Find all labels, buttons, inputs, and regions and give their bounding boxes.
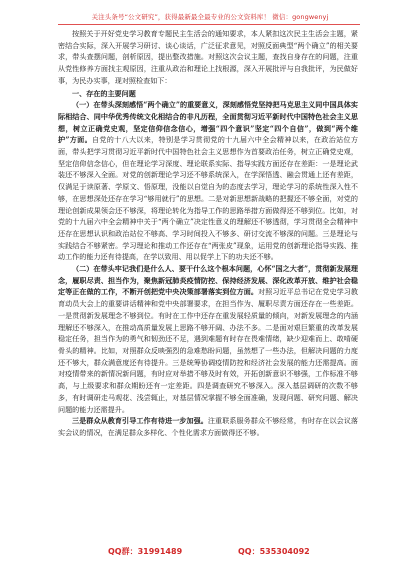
qq-number: QQ：535304092 bbox=[238, 547, 310, 556]
paragraph-heading: 三是群众从教育引导工作有待进一步加强。 bbox=[72, 416, 208, 426]
document-footer bbox=[0, 546, 408, 560]
section-title: 一、存在的主要问题 bbox=[72, 88, 136, 98]
paragraph-text: 对照习近平总书记在党史学习教育动员大会上的重要讲话精神和党中央部署要求，在担当作为、履职尽责方面还存在一些差距。一是贯彻新发展理念不够到位。有时在工作中还存在重发展轻质量的倾向，对新发展理念的内涵理解还不够深入，在推动高质量发展上思路不够开阔、办法不多。二是面对艰巨繁重的改革发展稳定任务，担当作为的勇气和韧劲还不足，遇到难题有时存在畏难情绪，缺少迎难而上、敢啃硬骨头的精神。比如，对照群众反映强烈的急难愁盼问题，虽然想了一些办法，但解决问题的力度还不够大，群众满意度还有待提升。三是统筹协调疫情防控和经济社会发展的能力还需提高。面对疫情带来的新情况新问题，有时应对举措不够及时有效，开拓创新意识不够强，工作标准不够高，与上级要求和群众期盼还有一定差距。四是调查研究不够深入。深入基层调研的次数不够多，有时调研走马观花、浅尝辄止，对基层情况掌握不够全面准确，发现问题、研究问题、解决问题的能力还需提升。 bbox=[58, 287, 358, 414]
paragraph-text: 按照关于开好党史学习教育专题民主生活会的通知要求，本人紧扣这次民主生活会主题，紧密结合实际，深入开展学习研讨、谈心谈话，广泛征求意见，对照反面典型“两个确立”的相关要求，带头查摆问题，剖析原因，提出整改措施。对照这次会议主题，查找自身存在的问题，注重从党性修养方面找主观原因，注重从政治和理论上找根源，深入开展批评与自我批评，为民做好事，为民办实事，现对照检查如下： bbox=[58, 29, 358, 85]
body-paragraph bbox=[58, 263, 358, 415]
paragraph-heading: （一）在带头深刻感悟“两个确立”的重要意义，深刻感悟党坚持把马克思主义同中国具体实际相结合、同中华优秀传统文化相结合的非凡历程，全面贯彻习近平新时代中国特色社会主义思想，树立正确党史观，坚定信仰信念信心，增强“四个意识”坚定“四个自信”，做到“两个维护”方面。 bbox=[58, 100, 358, 145]
paragraph-text: 自党的十八大以来，特别是学习贯彻党的十九届六中全会精神以来，在政治站位方面，带头把学习贯彻习近平新时代中国特色社会主义思想作为首要政治任务，树立正确党史观，坚定信仰信念信心，但在理论学习深度、理论联系实际、指导实践方面还存在差距：一是理论武装还不够深入全面。对党的创新理论学习还不够系统深入，在学深悟透、融会贯通上还有差距，仅满足于读原著、学原文、悟原理，没能以自觉自为的态度去学习，理论学习的系统性深入性不够，在思想深处还存在学习“够用就行”的思想。二是对新思想新战略的把握还不够全面，对党的理论创新成果领会还不够深，将理论转化为指导工作的思路举措方面做得还不够到位。比如，对党的十九届六中全会精神中关于“两个确立”决定性意义的理解还不够透彻，学习贯彻全会精神中还存在思想认识和政治站位不够高、学习时间投入不够多、研讨交流不够深的问题。三是理论与实践结合不够紧密。学习理论和推动工作还存在“两张皮”现象，运用党的创新理论指导实践、推动工作的能力还有待提高，在学以致用、用以促学上下的功夫还不够。 bbox=[58, 135, 358, 262]
document-body bbox=[58, 28, 358, 439]
qq-group-number: QQ群：31991489 bbox=[108, 547, 183, 556]
paragraph-heading: （二）在带头牢记我们是什么人、要干什么这个根本问题，心怀“国之大者”，贯彻新发展理念，履职尽责、担当作为，聚焦新冠肺炎疫情防控、保持经济发展、深化改革开放、维护社会稳定等正在做的工作，不断开创把党中央决策部署落实到位方面。 bbox=[58, 264, 358, 297]
header-divider bbox=[58, 24, 360, 25]
body-paragraph bbox=[58, 415, 358, 438]
paragraph-text: 注重联系服务群众不够经常，有时存在以会议落实会议的情况，在满足群众多样化、个性化需求方面做得还不够。 bbox=[58, 416, 359, 437]
document-header: 关注头条号“公文研究”，获得最新最全最专业的公文资料库！ 微信：gongwenyj bbox=[91, 13, 329, 21]
intro-paragraph bbox=[58, 28, 358, 87]
body-paragraph bbox=[58, 99, 358, 263]
